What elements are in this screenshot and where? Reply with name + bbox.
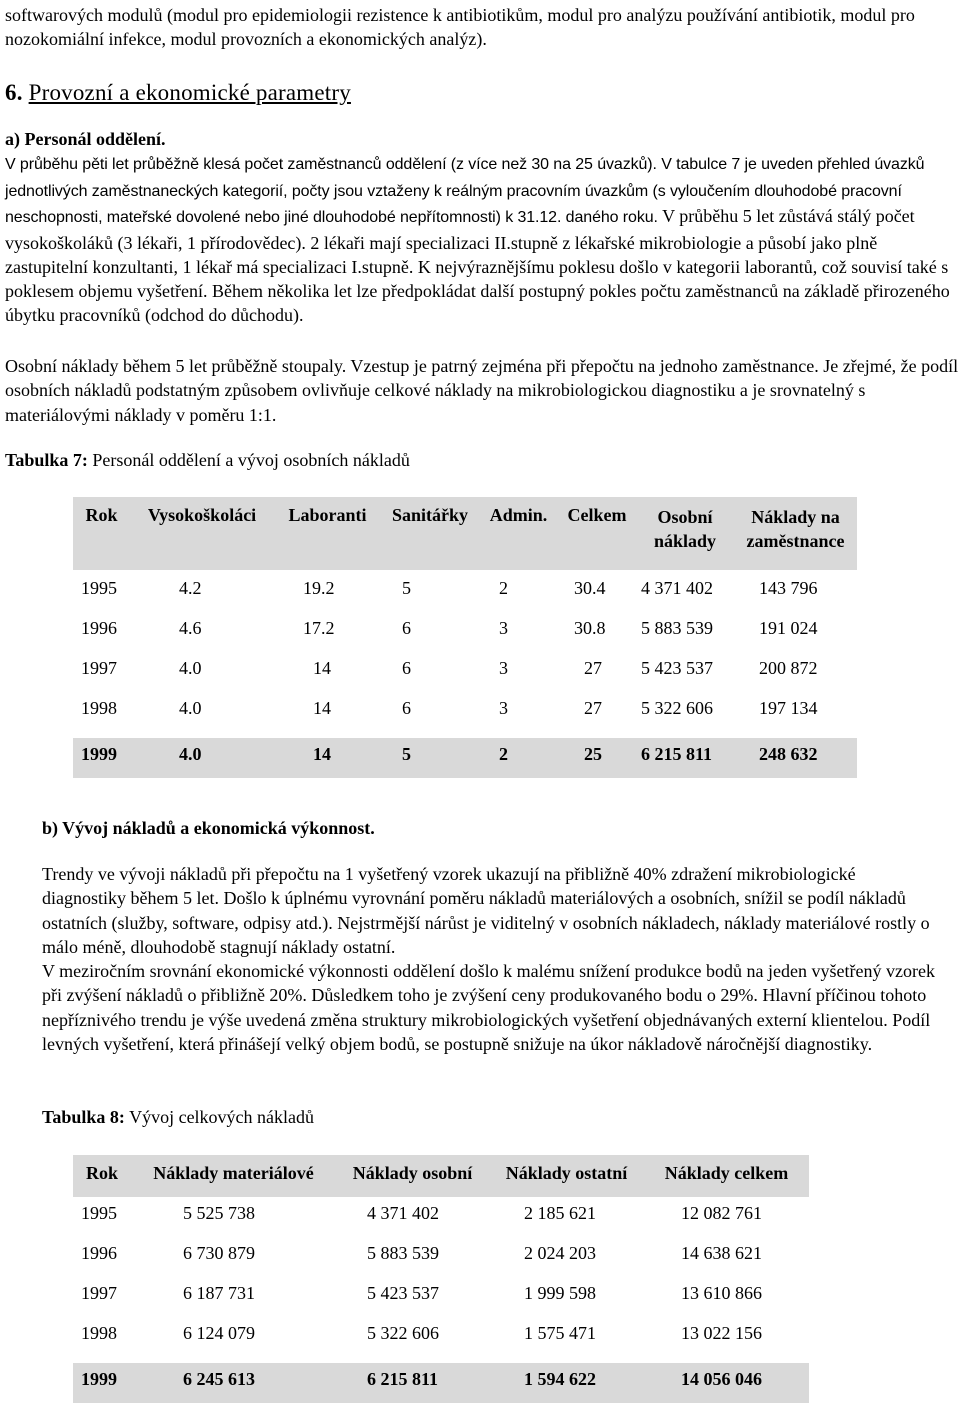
table-cell: 17.2	[303, 618, 335, 638]
table-cell: 5 525 738	[183, 1203, 255, 1223]
table-cell: 2 185 621	[524, 1203, 596, 1223]
table-cell: 197 134	[759, 698, 818, 718]
table-cell: 3	[499, 618, 508, 638]
table-7-header-naklady-na-zamestnance: Náklady na zaměstnance	[734, 497, 857, 570]
table-cell: 6 124 079	[183, 1323, 255, 1343]
table-7-header-sanitarky: Sanitářky	[381, 497, 479, 570]
table-cell: 27	[584, 658, 602, 678]
table-7-caption-text: Personál oddělení a vývoj osobních nákladů	[92, 450, 410, 470]
section-a	[5, 127, 957, 328]
table-7-header-rok: Rok	[73, 497, 130, 570]
table-cell: 5 883 539	[367, 1243, 439, 1263]
table-row	[73, 1283, 809, 1323]
table-cell: 1996	[81, 1243, 117, 1263]
table-cell: 200 872	[759, 658, 818, 678]
table-8-header-rok: Rok	[73, 1155, 131, 1197]
table-7-header-vysokoskolaci: Vysokoškoláci	[130, 497, 274, 570]
table-8-header-osobni: Náklady osobní	[336, 1155, 489, 1197]
table-cell: 5	[402, 578, 411, 598]
table-cell: 6 215 811	[336, 1363, 489, 1403]
table-7-header-laboranti: Laboranti	[274, 497, 381, 570]
table-cell: 6	[402, 658, 411, 678]
table-7-header-osobni-naklady: Osobní náklady	[636, 497, 734, 570]
table-7-header-row	[73, 497, 857, 570]
table-cell: 14 638 621	[681, 1243, 762, 1263]
table-cell: 6 730 879	[183, 1243, 255, 1263]
table-7-caption-label: Tabulka 7:	[5, 450, 88, 470]
table-cell: 14	[274, 738, 381, 778]
table-7-header-admin: Admin.	[479, 497, 558, 570]
table-8-header-ostatni: Náklady ostatní	[489, 1155, 644, 1197]
table-cell: 5 423 537	[367, 1283, 439, 1303]
table-cell: 4.2	[179, 578, 202, 598]
section-b-heading: b) Vývoj nákladů a ekonomická výkonnost.	[42, 818, 375, 838]
table-row-highlighted	[73, 738, 857, 778]
table-cell: 248 632	[734, 738, 857, 778]
table-cell: 4.0	[179, 658, 202, 678]
table-cell: 4.6	[179, 618, 202, 638]
table-cell: 27	[584, 698, 602, 718]
table-cell: 30.8	[574, 618, 606, 638]
table-7	[73, 497, 857, 778]
table-cell: 4.0	[179, 698, 202, 718]
table-cell: 143 796	[759, 578, 818, 598]
table-cell: 2	[499, 578, 508, 598]
section-b-paragraph-2: V meziročním srovnání ekonomické výkonnosti oddělení došlo k malému snížení produkce bodů na jeden vyšetřený vzorek při zvýšení nákladů o přibližně 20%. Důsledkem toho je zvýšení ceny produkovaného bodu o 29%. Hlavní příčinou tohoto nepříznivého trendu je výše uvedená změna struktury mikrobiologických vyšetření objednávaných externí klientelou. Podíl levných vyšetření, která přinášejí velký objem bodů, se postupně snižuje na úkor nákladově náročnější diagnostiky.	[42, 961, 935, 1055]
table-8-header-materialove: Náklady materiálové	[131, 1155, 336, 1197]
section-number: 6.	[5, 80, 23, 105]
table-8	[73, 1155, 809, 1403]
section-a-heading: a) Personál oddělení.	[5, 129, 166, 149]
table-8-caption-label: Tabulka 8:	[42, 1107, 125, 1127]
table-cell: 14	[313, 658, 331, 678]
table-cell: 3	[499, 698, 508, 718]
table-cell: 6 245 613	[131, 1363, 336, 1403]
table-row	[73, 1323, 809, 1363]
table-cell: 1999	[73, 1363, 131, 1403]
table-cell: 25	[558, 738, 636, 778]
section-a-paragraph-1-rest: V průběhu 5 let zůstává stálý počet vysokoškoláků (3 lékaři, 1 přírodovědec). 2 lékaři mají specializaci II.stupně z lékařské mikrobiologie a působí jako plně zastupitelní konzultanti, 1 lékař má specializaci I.stupně. K nejvýraznějšímu poklesu došlo v kategorii laborantů, což souvisí také s poklesem objemu vyšetření. Během několika let lze předpokládat další postupný pokles počtu zaměstnanců na základě přirozeného úbytku pracovníků (odchod do důchodu).	[5, 206, 950, 326]
table-row	[73, 1197, 809, 1243]
table-cell: 2	[479, 738, 558, 778]
table-row	[73, 570, 857, 618]
table-8-caption	[42, 1107, 314, 1128]
section-6-heading	[5, 80, 351, 106]
table-cell: 1995	[81, 578, 117, 598]
table-cell: 4 371 402	[641, 578, 713, 598]
table-7-caption	[5, 450, 410, 471]
section-b-body	[42, 862, 942, 1056]
table-cell: 1 999 598	[524, 1283, 596, 1303]
table-cell: 5	[381, 738, 479, 778]
table-row	[73, 658, 857, 698]
table-cell: 6 187 731	[183, 1283, 255, 1303]
table-7-header-celkem: Celkem	[558, 497, 636, 570]
table-8-caption-text: Vývoj celkových nákladů	[129, 1107, 315, 1127]
table-cell: 14 056 046	[644, 1363, 809, 1403]
table-cell: 5 322 606	[367, 1323, 439, 1343]
section-a-paragraph-1-start: V průběhu pěti let průběžně klesá počet zaměstnanců oddělení (z více než 30 na 25 úvazků). V tabulce 7 je uveden přehled úvazků jednotlivých zaměstnaneckých kategorií, počty jsou vztaženy k reálným pracovním úvazkům (s vyloučením dlouhodobé pracovní neschopnosti, mateřské dovolené nebo jiné dlouhodobé nepřítomnosti) k 31.12. daného roku.	[5, 156, 925, 227]
table-cell: 6	[402, 698, 411, 718]
table-cell: 1 594 622	[489, 1363, 644, 1403]
table-cell: 12 082 761	[681, 1203, 762, 1223]
table-cell: 1997	[81, 658, 117, 678]
intro-paragraph: softwarových modulů (modul pro epidemiologii rezistence k antibiotikům, modul pro analýzu používání antibiotik, modul pro nozokomiální infekce, modul provozních a ekonomických analýz).	[5, 5, 915, 50]
section-a-paragraph-1	[5, 151, 957, 327]
section-title: Provozní a ekonomické parametry	[28, 80, 351, 105]
table-row	[73, 1243, 809, 1283]
table-cell: 30.4	[574, 578, 606, 598]
table-cell: 4 371 402	[367, 1203, 439, 1223]
section-a-paragraph-2: Osobní náklady během 5 let průběžně stoupaly. Vzestup je patrný zejména při přepočtu na jednoho zaměstnance. Je zřejmé, že podíl osobních nákladů podstatným způsobem ovlivňuje celkové náklady na mikrobiologickou diagnostiku a je srovnatelný s materiálovými náklady v poměru 1:1.	[5, 356, 959, 425]
table-cell: 4.0	[130, 738, 274, 778]
table-cell: 6 215 811	[636, 738, 734, 778]
table-cell: 6	[402, 618, 411, 638]
table-cell: 1995	[81, 1203, 117, 1223]
table-cell: 5 423 537	[641, 658, 713, 678]
table-cell: 1998	[81, 698, 117, 718]
table-cell: 1996	[81, 618, 117, 638]
table-cell: 2 024 203	[524, 1243, 596, 1263]
table-8-header-celkem: Náklady celkem	[644, 1155, 809, 1197]
table-cell: 1 575 471	[524, 1323, 596, 1343]
table-row	[73, 698, 857, 738]
table-cell: 13 610 866	[681, 1283, 762, 1303]
table-cell: 13 022 156	[681, 1323, 762, 1343]
table-cell: 14	[313, 698, 331, 718]
table-8-header-row	[73, 1155, 809, 1197]
table-cell: 1998	[81, 1323, 117, 1343]
section-b-paragraph-1: Trendy ve vývoji nákladů při přepočtu na 1 vyšetřený vzorek ukazují na přibližně 40% zdražení mikrobiologické diagnostiky během 5 let. Došlo k úplnému vyrovnání poměru nákladů materiálových a osobních, snížil se podíl nákladů ostatních (služby, software, odpisy atd.). Nejstrmější nárůst je viditelný v osobních nákladech, náklady materiálové rostly o málo méně, dlouhodobě stagnují náklady ostatní.	[42, 864, 930, 957]
table-cell: 1997	[81, 1283, 117, 1303]
table-cell: 1999	[73, 738, 130, 778]
table-row	[73, 618, 857, 658]
table-cell: 191 024	[759, 618, 818, 638]
table-cell: 3	[499, 658, 508, 678]
table-cell: 5 322 606	[641, 698, 713, 718]
table-row-highlighted	[73, 1363, 809, 1403]
table-cell: 5 883 539	[641, 618, 713, 638]
table-cell: 19.2	[303, 578, 335, 598]
